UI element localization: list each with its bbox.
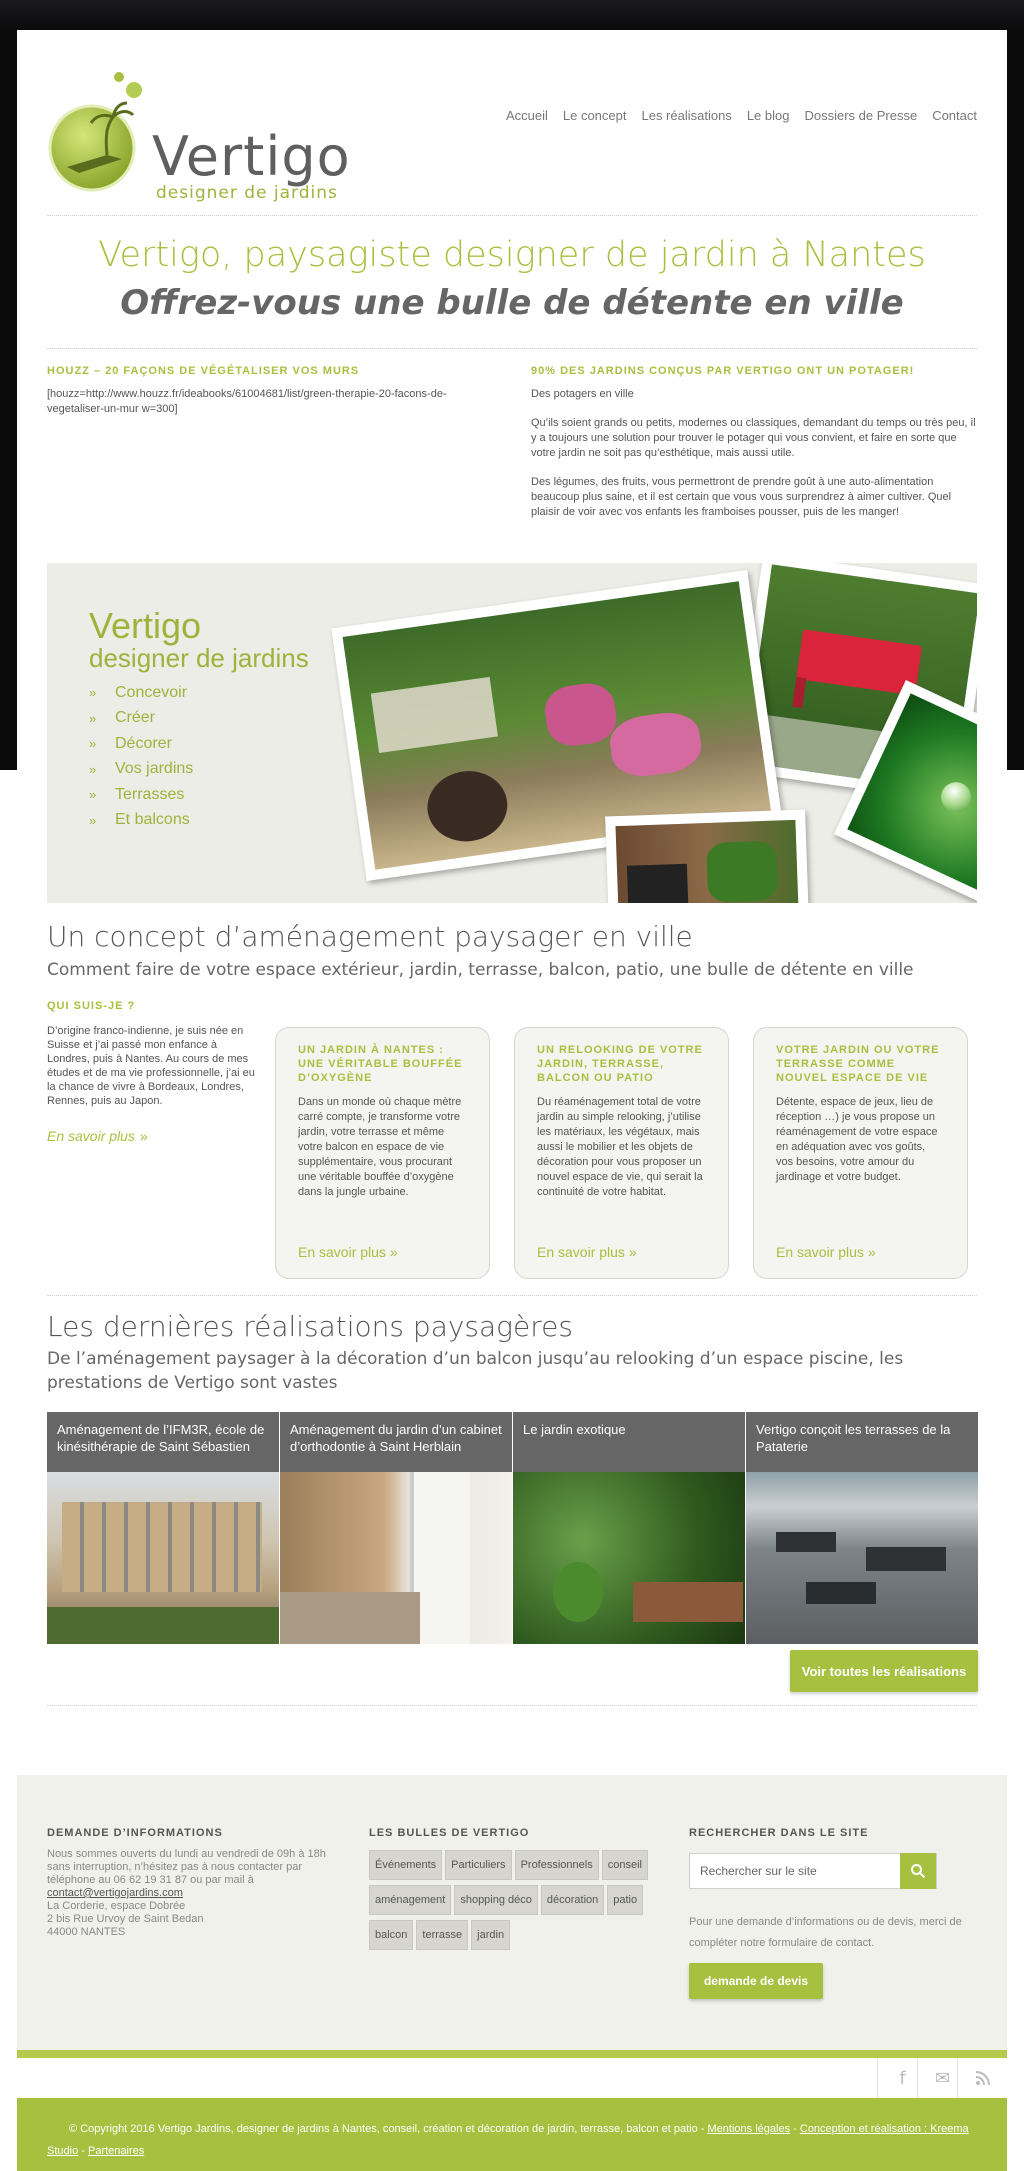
nav-realisations[interactable]: Les réalisations xyxy=(641,108,732,123)
banner-item: » Terrasses xyxy=(89,785,185,803)
tag-cloud xyxy=(369,1850,649,1950)
card-more-link[interactable]: En savoir plus » xyxy=(776,1244,876,1260)
mentions-legales-link[interactable]: Mentions légales xyxy=(707,2123,791,2135)
chevron-right-icon: » xyxy=(140,1128,148,1144)
facebook-icon[interactable]: f xyxy=(877,2058,927,2098)
copyright-text: © Copyright 2016 Vertigo Jardins, designer de jardins à Nantes, conseil, création et décoration de jardin, terrasse, balcon et patio - Mentions légales - Conception et réalisation : Kreema Studio - Partenaires xyxy=(47,2123,969,2157)
tag-link[interactable]: conseil xyxy=(602,1850,648,1880)
search-button[interactable] xyxy=(900,1853,936,1889)
about-more-link[interactable]: En savoir plus » xyxy=(47,1128,148,1144)
banner-subtitle: designer de jardins xyxy=(89,643,309,673)
realisation-photo xyxy=(280,1472,512,1644)
tag-link[interactable]: Événements xyxy=(369,1850,442,1880)
nav-presse[interactable]: Dossiers de Presse xyxy=(804,108,918,123)
divider xyxy=(47,348,977,349)
search-box xyxy=(689,1853,937,1889)
banner-item: » Décorer xyxy=(89,734,172,752)
tag-link[interactable]: jardin xyxy=(471,1920,510,1950)
footer-info-heading: DEMANDE D’INFORMATIONS xyxy=(47,1827,223,1839)
realisation-card[interactable] xyxy=(280,1412,512,1644)
rss-icon[interactable] xyxy=(957,2058,1007,2098)
concept-card[interactable] xyxy=(275,1027,490,1279)
footer-email-link[interactable]: contact@vertigojardins.com xyxy=(47,1887,183,1899)
tag-link[interactable]: aménagement xyxy=(369,1885,451,1915)
realisation-card[interactable] xyxy=(746,1412,978,1644)
banner-list xyxy=(89,680,193,833)
site-logo[interactable] xyxy=(47,55,351,215)
card-more-link[interactable]: En savoir plus » xyxy=(537,1244,637,1260)
copyright-bar xyxy=(17,2098,1007,2171)
card-body: Du réaménagement total de votre jardin au simple relooking, j’utilise les matériaux, les végétaux, mais aussi le mobilier et les objets de décoration pour vous proposer un nouvel espace de vie, qui serait la continuité de votre habitat. xyxy=(537,1096,703,1198)
tag-link[interactable]: décoration xyxy=(541,1885,604,1915)
nav-blog[interactable]: Le blog xyxy=(746,108,790,123)
chevron-right-icon: » xyxy=(89,787,97,803)
chevron-right-icon: » xyxy=(89,685,97,701)
tag-link[interactable]: shopping déco xyxy=(454,1885,538,1915)
realisation-card[interactable] xyxy=(513,1412,745,1644)
mail-icon[interactable]: ✉ xyxy=(917,2058,967,2098)
tag-link[interactable]: terrasse xyxy=(416,1920,468,1950)
tag-link[interactable]: balcon xyxy=(369,1920,413,1950)
chevron-right-icon: » xyxy=(89,812,97,828)
tag-link[interactable]: patio xyxy=(607,1885,643,1915)
concept-card[interactable] xyxy=(514,1027,729,1279)
nav-contact[interactable]: Contact xyxy=(932,108,977,123)
footer-search-heading: RECHERCHER DANS LE SITE xyxy=(689,1827,869,1839)
footer-tags-heading: LES BULLES DE VERTIGO xyxy=(369,1827,530,1839)
credits-link[interactable]: Conception et réalisation : Kreema Studio xyxy=(47,2123,969,2157)
news-paragraph: Qu’ils soient grands ou petits, modernes ou classiques, demandant du temps ou très peu, il y a toujours une solution pour trouver le potager qui vous convient, et faire en sorte que votre jardin ne soit pas qu’esthétique, mais aussi utile. xyxy=(531,417,976,459)
divider xyxy=(47,1705,977,1706)
banner-title: Vertigo xyxy=(89,605,202,646)
realisation-photo xyxy=(513,1472,745,1644)
hero-title: Vertigo, paysagiste designer de jardin à Nantes xyxy=(98,235,926,275)
see-all-realisations-button[interactable]: Voir toutes les réalisations xyxy=(790,1650,978,1692)
chevron-right-icon: » xyxy=(867,1244,876,1260)
chevron-right-icon: » xyxy=(628,1244,637,1260)
news-text: [houzz=http://www.houzz.fr/ideabooks/61004681/list/green-therapie-20-facons-de-vegetaliser-un-mur w=300] xyxy=(47,388,447,415)
devis-button[interactable]: demande de devis xyxy=(689,1963,823,1999)
divider xyxy=(47,215,977,216)
realisation-caption: Aménagement de l’IFM3R, école de kinésithérapie de Saint Sébastien xyxy=(47,1412,279,1472)
banner-item: » Concevoir xyxy=(89,683,188,701)
partenaires-link[interactable]: Partenaires xyxy=(87,2145,145,2157)
news-right-column xyxy=(531,365,977,520)
logo-tagline: designer de jardins xyxy=(156,183,338,203)
card-more-link[interactable]: En savoir plus » xyxy=(298,1244,398,1260)
about-text: D’origine franco-indienne, je suis née en Suisse et j’ai passé mon enfance à Londres, puis à Nantes. Au cours de mes études et de ma vie professionnelle, j’ai eu la chance de vivre à Bordeaux, Londres, Rennes, puis au Japon. xyxy=(47,1025,255,1107)
banner-item: » Vos jardins xyxy=(89,760,194,778)
nav-accueil[interactable]: Accueil xyxy=(505,108,548,123)
realisations-subtitle: De l’aménagement paysager à la décoration d’un balcon jusqu’au relooking d’un espace piscine, les prestations de Vertigo sont vastes xyxy=(47,1349,904,1393)
realisation-caption: Vertigo conçoit les terrasses de la Pataterie xyxy=(746,1412,978,1472)
card-body: Détente, espace de jeux, lieu de réception …) je vous propose un réaménagement de votre espace en adéquation avec vos goûts, vos besoins, votre amour du jardinage et votre budget. xyxy=(776,1096,938,1183)
chevron-right-icon: » xyxy=(89,761,97,777)
photo-terrace xyxy=(605,810,809,903)
concept-subtitle: Comment faire de votre espace extérieur, jardin, terrasse, balcon, patio, une bulle de détente en ville xyxy=(47,960,914,980)
realisation-caption: Le jardin exotique xyxy=(513,1412,745,1472)
footer-green-line xyxy=(17,2050,1007,2058)
realisations-title: Les dernières réalisations paysagères xyxy=(47,1310,573,1343)
realisation-photo xyxy=(47,1472,279,1644)
concept-card[interactable] xyxy=(753,1027,968,1279)
hero-banner xyxy=(47,563,977,903)
logo-wordmark: Vertigo xyxy=(152,125,351,188)
news-heading[interactable]: HOUZZ – 20 FAÇONS DE VÉGÉTALISER VOS MURS xyxy=(47,365,360,377)
footer-info-text: Nous sommes ouverts du lundi au vendredi de 09h à 18h sans interruption, n’hésitez pas à nous contacter par téléphone au 06 62 19 31 87 ou par mail à contact@vertigojardins.com La Corderie, espace Dobrée 2 bis Rue Urvoy de Saint Bedan 44000 NANTES xyxy=(47,1848,326,1938)
nav-le-concept[interactable]: Le concept xyxy=(562,108,627,123)
banner-item: » Et balcons xyxy=(89,811,190,829)
chevron-right-icon: » xyxy=(89,736,97,752)
concept-title: Un concept d’aménagement paysager en ville xyxy=(47,920,693,953)
realisation-card[interactable] xyxy=(47,1412,279,1644)
chevron-right-icon: » xyxy=(89,710,97,726)
card-body: Dans un monde où chaque mètre carré compte, je transforme votre jardin, votre terrasse et même votre balcon en espace de vie supplémentaire, vous procurant une véritable bouffée d’oxygène dans la jungle urbaine. xyxy=(298,1096,462,1198)
news-heading[interactable]: 90% DES JARDINS CONÇUS PAR VERTIGO ONT UN POTAGER! xyxy=(531,365,915,377)
search-icon xyxy=(910,1863,926,1879)
news-paragraph: Des légumes, des fruits, vous permettront de prendre goût à une auto-alimentation beaucoup plus saine, et il est certain que vous vous surprendrez à aimer cultiver. Quel plaisir de voir avec vos enfants les framboises pousser, puis de les manger! xyxy=(531,476,952,518)
realisation-caption: Aménagement du jardin d’un cabinet d’orthodontie à Saint Herblain xyxy=(280,1412,512,1472)
card-heading: VOTRE JARDIN OU VOTRE TERRASSE COMME NOUVEL ESPACE DE VIE xyxy=(776,1044,940,1084)
search-input[interactable]: Rechercher sur le site xyxy=(700,1864,817,1878)
card-heading: UN RELOOKING DE VOTRE JARDIN, TERRASSE, BALCON OU PATIO xyxy=(537,1044,703,1084)
main-nav xyxy=(506,108,977,123)
tag-link[interactable]: Professionnels xyxy=(515,1850,599,1880)
chevron-right-icon: » xyxy=(389,1244,398,1260)
banner-item: » Créer xyxy=(89,709,156,727)
page-container xyxy=(17,30,1007,2171)
card-heading: UN JARDIN À NANTES : UNE VÉRITABLE BOUFFÉE D’OXYGÈNE xyxy=(298,1044,463,1084)
hero-subtitle: Offrez-vous une bulle de détente en ville xyxy=(120,283,904,323)
divider xyxy=(47,1295,977,1296)
tag-link[interactable]: Particuliers xyxy=(445,1850,511,1880)
about-heading: QUI SUIS-JE ? xyxy=(47,1000,136,1012)
news-paragraph: Des potagers en ville xyxy=(531,388,634,400)
news-left-column xyxy=(47,365,487,417)
devis-text: Pour une demande d’informations ou de devis, merci de compléter notre formulaire de contact. xyxy=(689,1916,962,1949)
about-block xyxy=(47,1000,257,1145)
realisation-photo xyxy=(746,1472,978,1644)
logo-circle-icon xyxy=(47,55,157,195)
